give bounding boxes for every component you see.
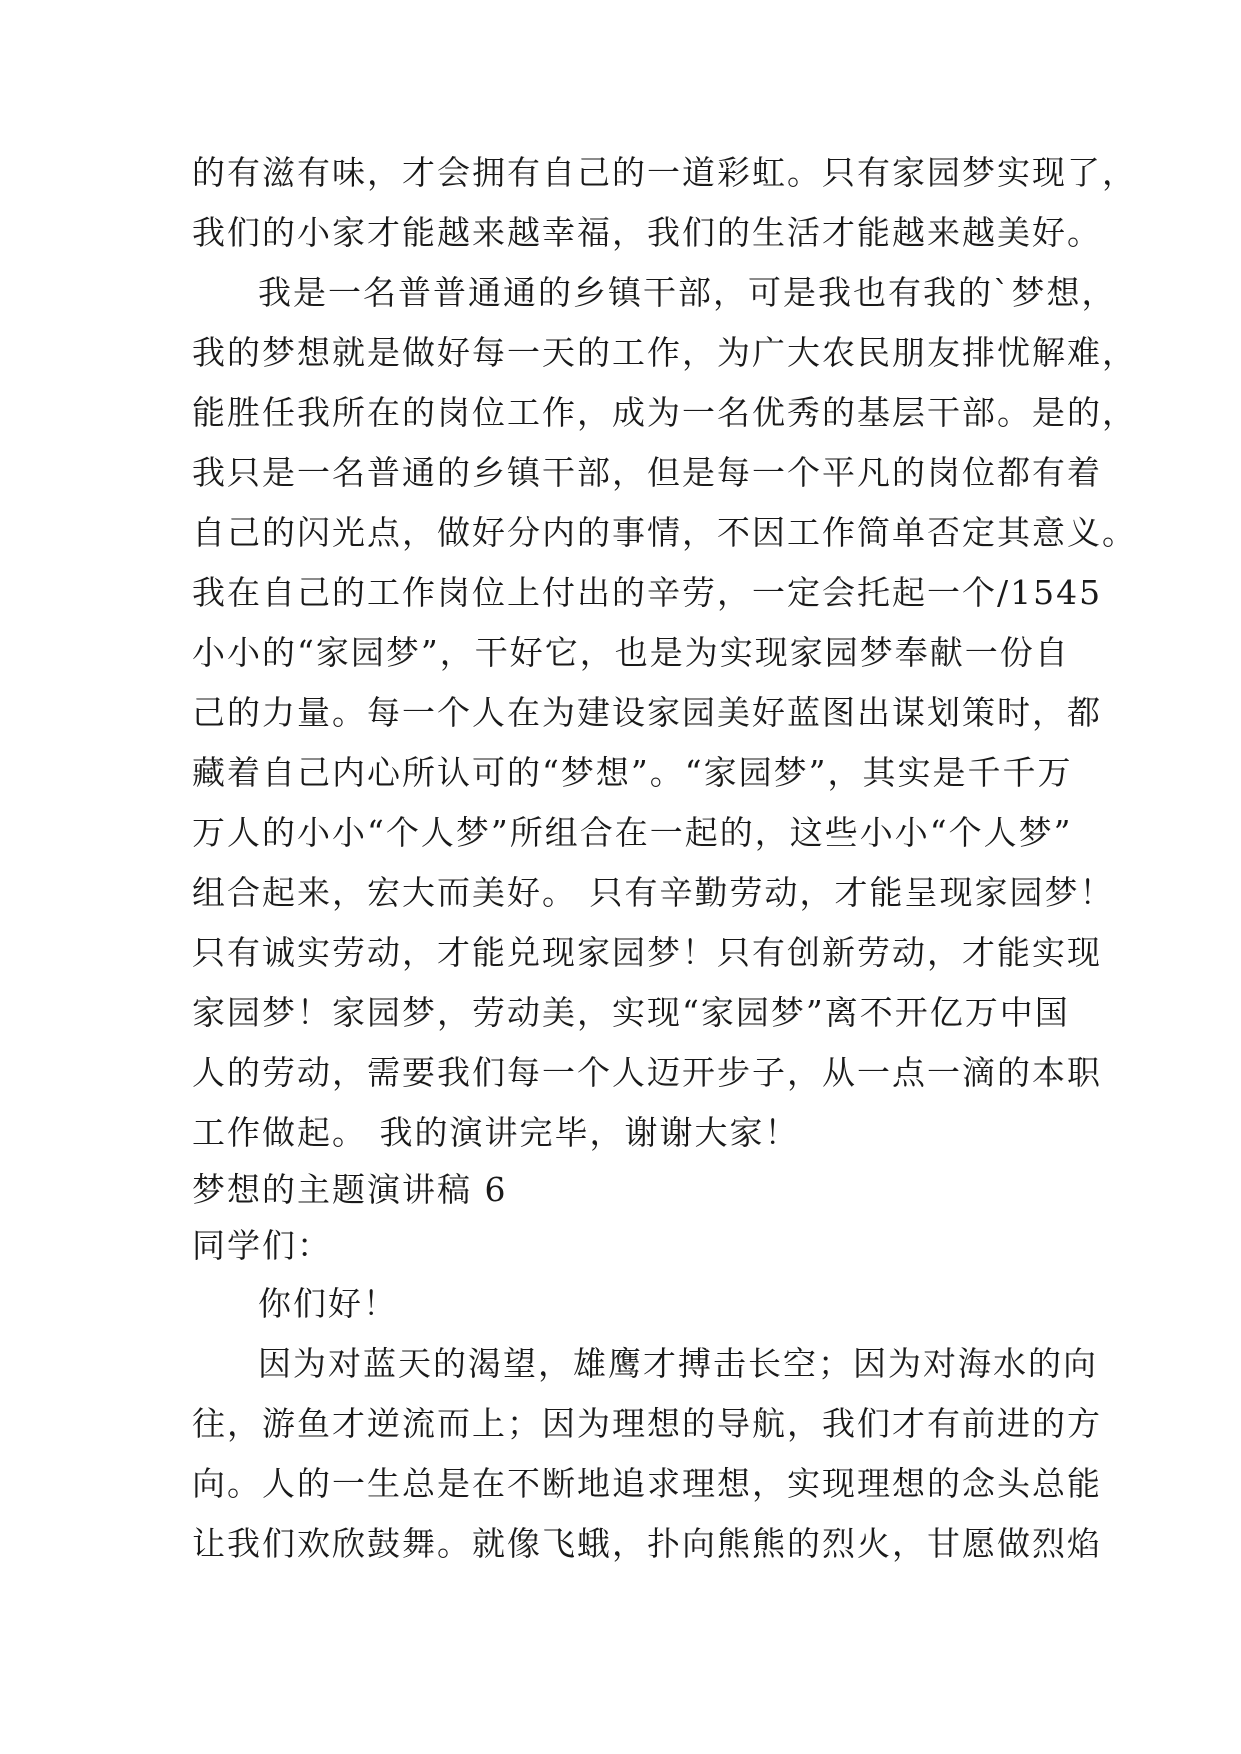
text-line: 我们的小家才能越来越幸福，我们的生活才能越来越美好。 [192, 213, 1102, 252]
text-line: 能胜任我所在的岗位工作，成为一名优秀的基层干部。是的， [192, 393, 1137, 432]
document-body [192, 143, 1137, 1574]
text-line: 我的梦想就是做好每一天的工作，为广大农民朋友排忧解难， [192, 333, 1137, 372]
text-line: 我是一名普普通通的乡镇干部，可是我也有我的`梦想， [258, 273, 1117, 312]
text-line: 己的力量。每一个人在为建设家园美好蓝图出谋划策时，都 [192, 693, 1102, 732]
text-line: 组合起来，宏大而美好。 只有辛勤劳动，才能呈现家园梦！ [192, 873, 1115, 912]
text-line: 向。人的一生总是在不断地追求理想，实现理想的念头总能 [192, 1464, 1102, 1503]
text-line: 让我们欢欣鼓舞。就像飞蛾，扑向熊熊的烈火，甘愿做烈焰 [192, 1524, 1102, 1563]
text-line: 藏着自己内心所认可的“梦想”。“家园梦”，其实是千千万 [192, 753, 1073, 792]
text-line: 的有滋有味，才会拥有自己的一道彩虹。只有家园梦实现了， [192, 153, 1137, 192]
text-line: 往，游鱼才逆流而上；因为理想的导航，我们才有前进的方 [192, 1404, 1102, 1443]
text-line: 家园梦！家园梦，劳动美，实现“家园梦”离不开亿万中国 [192, 993, 1070, 1032]
greeting: 你们好！ [258, 1284, 398, 1323]
text-line: 只有诚实劳动，才能兑现家园梦！只有创新劳动，才能实现 [192, 933, 1102, 972]
text-line: 工作做起。 我的演讲完毕，谢谢大家！ [192, 1113, 800, 1152]
text-line: 万人的小小“个人梦”所组合在一起的，这些小小“个人梦” [192, 813, 1073, 852]
text-line: 自己的闪光点，做好分内的事情，不因工作简单否定其意义。 [192, 513, 1137, 552]
salutation: 同学们： [192, 1226, 332, 1265]
text-line: 我只是一名普通的乡镇干部，但是每一个平凡的岗位都有着 [192, 453, 1102, 492]
text-line: 小小的“家园梦”，干好它，也是为实现家园梦奉献一份自 [192, 633, 1070, 672]
text-line: 因为对蓝天的渴望，雄鹰才搏击长空；因为对海水的向 [258, 1344, 1098, 1383]
section-title: 梦想的主题演讲稿 6 [192, 1170, 508, 1209]
text-line: 我在自己的工作岗位上付出的辛劳，一定会托起一个/1545 [192, 573, 1103, 612]
text-line: 人的劳动，需要我们每一个人迈开步子，从一点一滴的本职 [192, 1053, 1102, 1092]
